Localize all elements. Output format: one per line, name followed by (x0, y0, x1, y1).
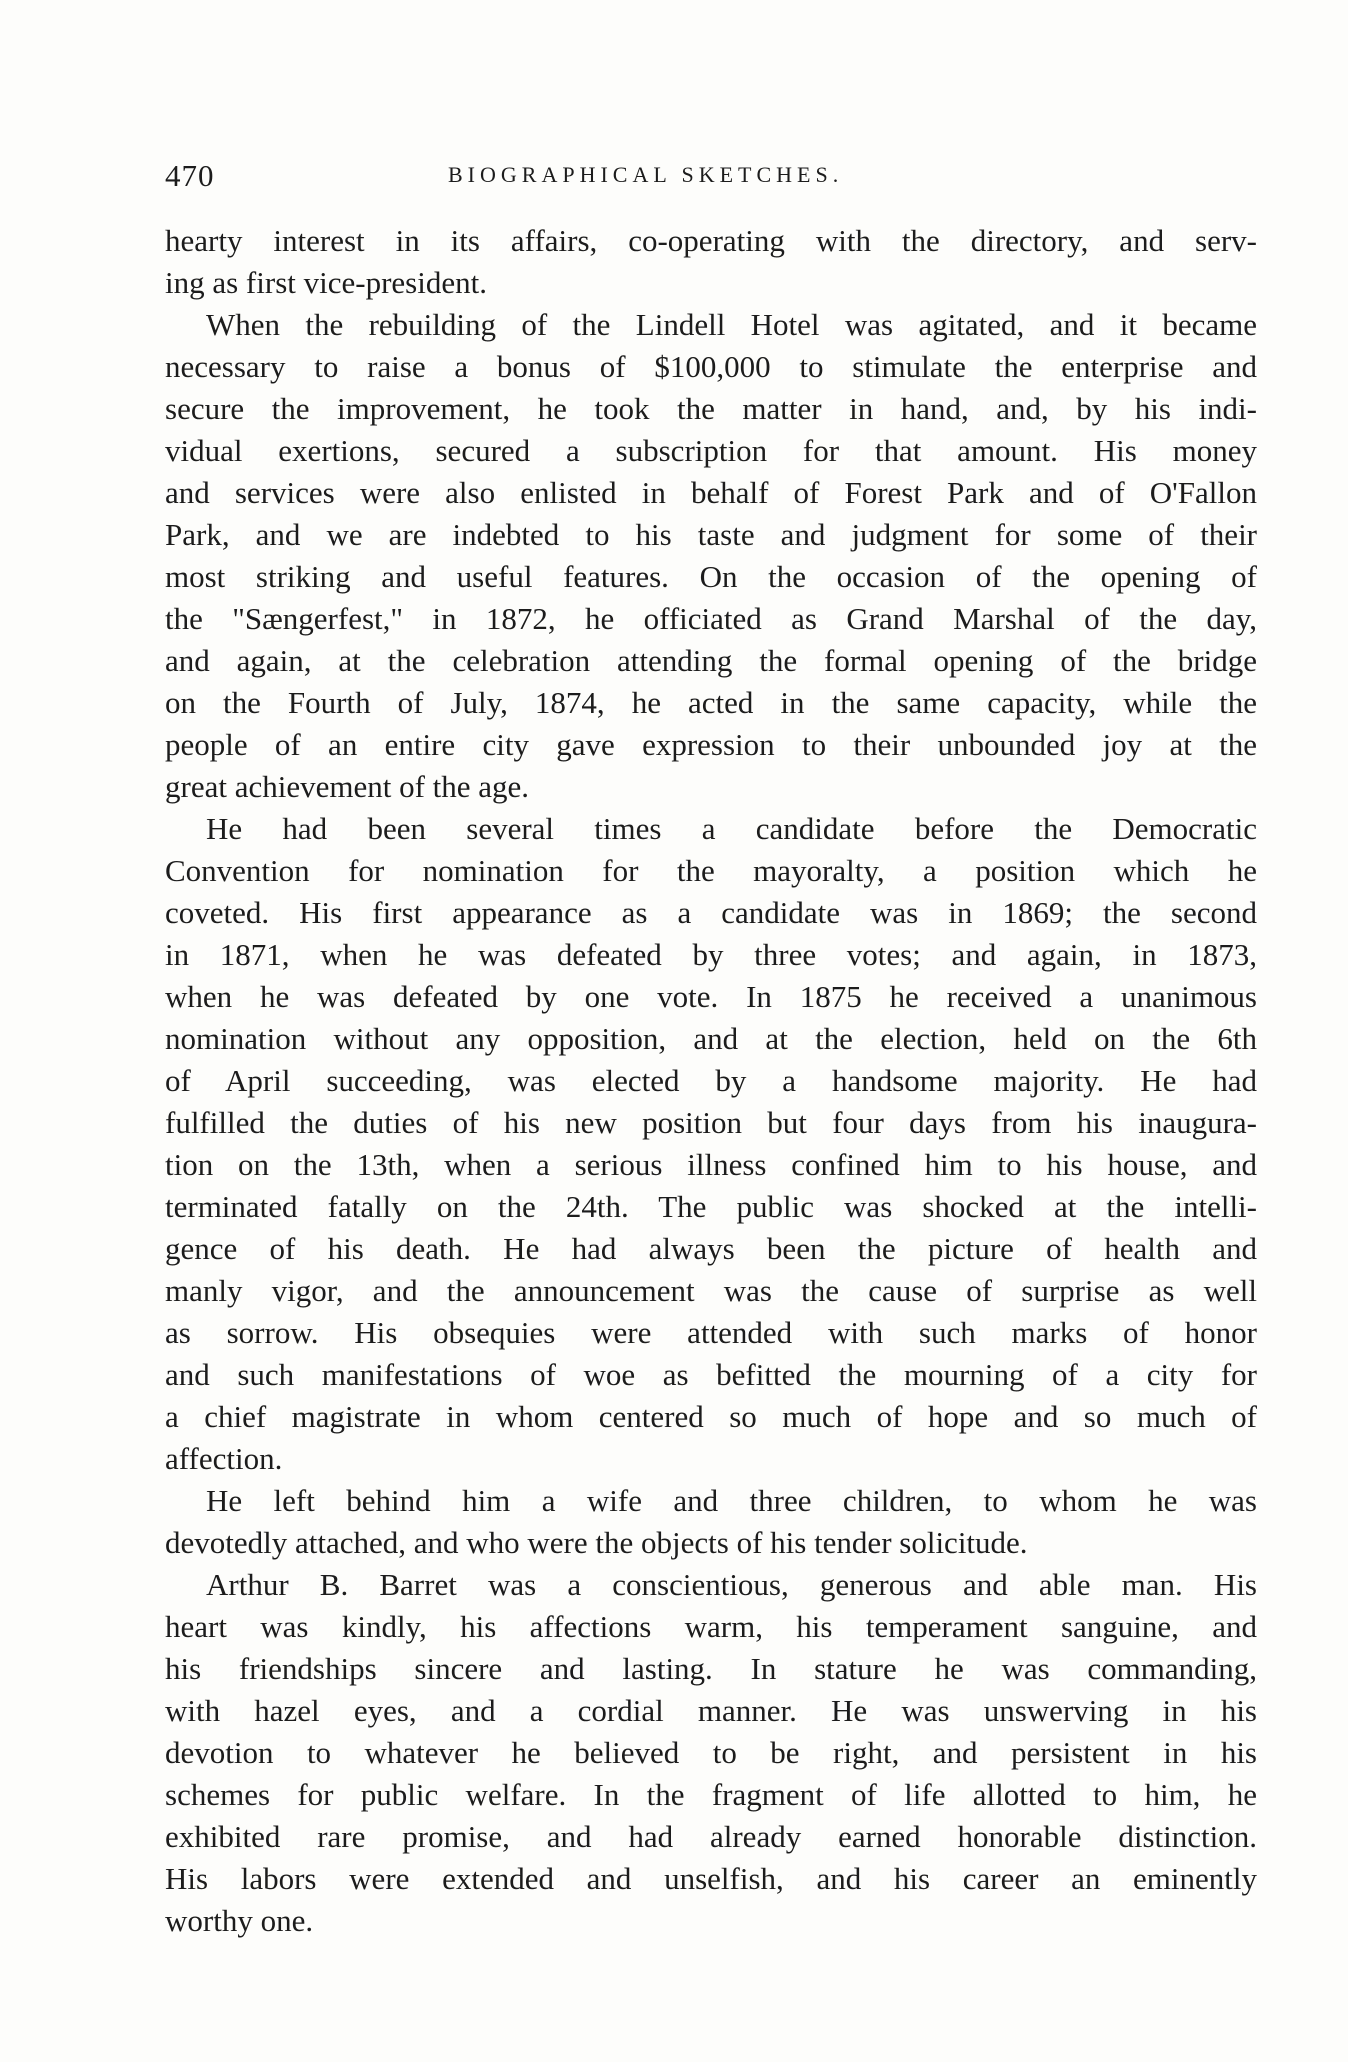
body-text (165, 220, 1257, 1942)
text-line: and such manifestations of woe as befitted the mourning of a city for (165, 1357, 1257, 1392)
text-line: tion on the 13th, when a serious illness confined him to his house, and (165, 1147, 1257, 1182)
text-line: manly vigor, and the announcement was the cause of surprise as well (165, 1273, 1257, 1308)
text-line: coveted. His first appearance as a candidate was in 1869; the second (165, 895, 1257, 930)
text-line: a chief magistrate in whom centered so much of hope and so much of (165, 1399, 1257, 1434)
text-line: vidual exertions, secured a subscription for that amount. His money (165, 433, 1257, 468)
text-line: with hazel eyes, and a cordial manner. He was unswerving in his (165, 1693, 1257, 1728)
text-line: great achievement of the age. (165, 769, 530, 804)
running-title: BIOGRAPHICAL SKETCHES. (448, 162, 844, 187)
text-line: He had been several times a candidate before the Democratic (206, 811, 1257, 846)
text-line: When the rebuilding of the Lindell Hotel was agitated, and it became (206, 307, 1257, 342)
text-line: on the Fourth of July, 1874, he acted in the same capacity, while the (165, 685, 1257, 720)
text-line: nomination without any opposition, and at the election, held on the 6th (165, 1021, 1257, 1056)
text-line: His labors were extended and unselfish, and his career an eminently (165, 1861, 1257, 1896)
text-line: and services were also enlisted in behalf of Forest Park and of O'Fallon (165, 475, 1257, 510)
text-line: affection. (165, 1441, 283, 1476)
text-line: Arthur B. Barret was a conscientious, generous and able man. His (206, 1567, 1257, 1602)
text-line: in 1871, when he was defeated by three votes; and again, in 1873, (165, 937, 1257, 972)
text-line: people of an entire city gave expression to their unbounded joy at the (165, 727, 1257, 762)
text-line: and again, at the celebration attending the formal opening of the bridge (165, 643, 1257, 678)
text-line: secure the improvement, he took the matter in hand, and, by his indi- (165, 391, 1257, 426)
text-line: devotion to whatever he believed to be right, and persistent in his (165, 1735, 1257, 1770)
text-line: hearty interest in its affairs, co-operating with the directory, and serv- (165, 223, 1257, 258)
text-line: the "Sængerfest," in 1872, he officiated as Grand Marshal of the day, (165, 601, 1257, 636)
text-line: of April succeeding, was elected by a handsome majority. He had (165, 1063, 1257, 1098)
text-line: his friendships sincere and lasting. In stature he was commanding, (165, 1651, 1257, 1686)
text-line: as sorrow. His obsequies were attended with such marks of honor (165, 1315, 1257, 1350)
text-line: worthy one. (165, 1903, 314, 1938)
page-number: 470 (165, 158, 215, 193)
text-line: heart was kindly, his affections warm, his temperament sanguine, and (165, 1609, 1257, 1644)
running-head (165, 158, 1257, 198)
text-line: fulfilled the duties of his new position but four days from his inaugura- (165, 1105, 1257, 1140)
text-line: He left behind him a wife and three children, to whom he was (206, 1483, 1257, 1518)
text-line: schemes for public welfare. In the fragment of life allotted to him, he (165, 1777, 1257, 1812)
text-line: Convention for nomination for the mayoralty, a position which he (165, 853, 1257, 888)
text-line: when he was defeated by one vote. In 1875 he received a unanimous (165, 979, 1257, 1014)
text-line: ing as first vice-president. (165, 265, 487, 300)
text-line: devotedly attached, and who were the objects of his tender solicitude. (165, 1525, 1028, 1560)
text-line: most striking and useful features. On the occasion of the opening of (165, 559, 1257, 594)
text-line: terminated fatally on the 24th. The public was shocked at the intelli- (165, 1189, 1257, 1224)
text-line: Park, and we are indebted to his taste and judgment for some of their (165, 517, 1257, 552)
text-line: gence of his death. He had always been the picture of health and (165, 1231, 1257, 1266)
text-line: necessary to raise a bonus of $100,000 to stimulate the enterprise and (165, 349, 1257, 384)
text-line: exhibited rare promise, and had already earned honorable distinction. (165, 1819, 1257, 1854)
